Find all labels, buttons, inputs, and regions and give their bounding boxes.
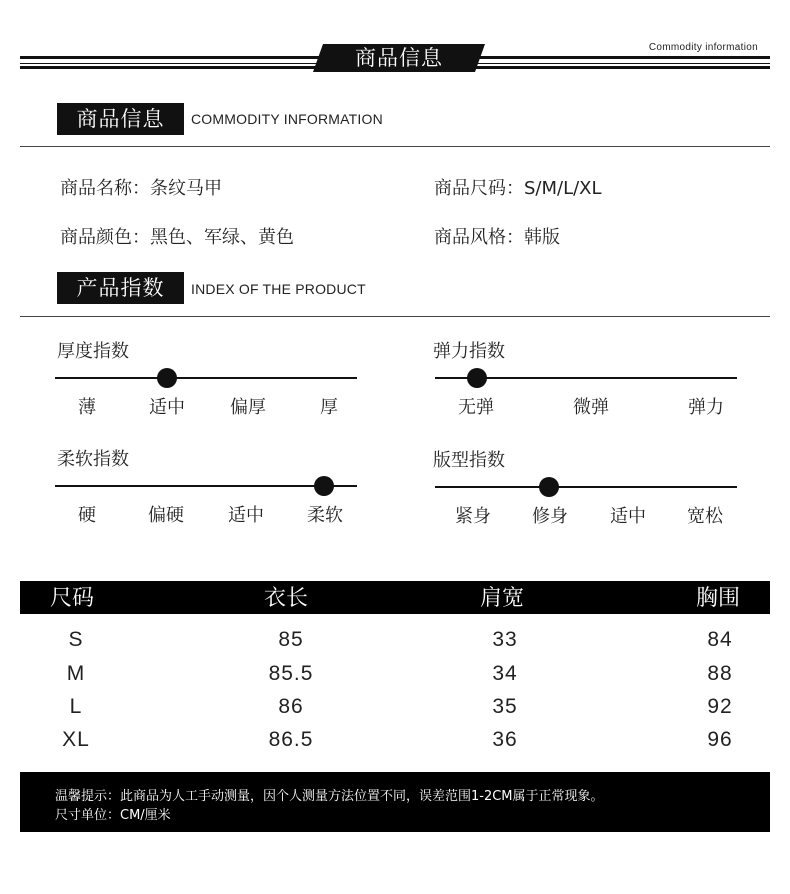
index-divider [20,316,770,317]
table-cell: 85 [278,628,304,651]
table-cell: 84 [707,628,733,651]
index-heading: 产品指数 [57,272,184,304]
commodity-divider [20,146,770,147]
measurement-note-text: 温馨提示：此商品为人工手动测量，因个人测量方法位置不同，误差范围1-2CM属于正常现象。 [55,789,604,804]
fit-index-scale [435,486,737,488]
banner-title: 商品信息 [355,46,443,70]
table-cell: S [68,628,84,651]
table-cell: 88 [707,662,733,685]
table-cell: 35 [492,695,518,718]
softness-label: 适中 [228,505,264,526]
fit-label: 适中 [610,506,646,527]
commodity-heading: 商品信息 [57,103,184,135]
thickness-index-title: 厚度指数 [57,341,129,362]
table-cell: 36 [492,728,518,751]
info-name: 商品名称：条纹马甲 [60,178,222,199]
table-cell: 86.5 [268,728,314,751]
elasticity-label: 无弹 [458,397,494,418]
info-size: 商品尺码：S/M/L/XL [434,178,602,199]
table-cell: 86 [278,695,304,718]
fit-index-marker [539,477,559,497]
info-style: 商品风格：韩版 [434,227,560,248]
fit-label: 修身 [532,506,568,527]
softness-index-scale [55,485,357,487]
size-table-header-shoulder: 肩宽 [480,586,525,611]
thickness-label: 适中 [149,397,185,418]
size-table-header-chest: 胸围 [696,586,741,611]
size-table-header-length: 衣长 [264,586,309,611]
size-unit-text: 尺寸单位：CM/厘米 [55,808,171,823]
banner-subtitle: Commodity information [648,42,758,53]
softness-label: 柔软 [307,505,343,526]
size-table-header [20,581,770,614]
size-table-header-size: 尺码 [50,586,95,611]
elasticity-index-title: 弹力指数 [433,341,505,362]
softness-index-marker [314,476,334,496]
fit-label: 紧身 [455,506,491,527]
fit-index-title: 版型指数 [433,450,505,471]
table-cell: 34 [492,662,518,685]
table-cell: 33 [492,628,518,651]
softness-label: 硬 [78,505,96,526]
table-cell: 85.5 [268,662,314,685]
thickness-label: 偏厚 [230,397,266,418]
elasticity-label: 弹力 [688,397,724,418]
table-cell: L [69,695,83,718]
softness-index-title: 柔软指数 [57,449,129,470]
table-cell: 96 [707,728,733,751]
table-cell: XL [62,728,90,751]
table-cell: M [66,662,86,685]
elasticity-label: 微弹 [573,397,609,418]
thickness-label: 厚 [320,397,338,418]
index-heading-en: INDEX OF THE PRODUCT [191,281,366,297]
table-cell: 92 [707,695,733,718]
thickness-index-scale [55,377,357,379]
elasticity-index-marker [467,368,487,388]
softness-label: 偏硬 [148,505,184,526]
fit-label: 宽松 [687,506,723,527]
commodity-heading-en: COMMODITY INFORMATION [191,111,383,127]
thickness-index-marker [157,368,177,388]
thickness-label: 薄 [78,397,96,418]
info-color: 商品颜色：黑色、军绿、黄色 [60,227,294,248]
